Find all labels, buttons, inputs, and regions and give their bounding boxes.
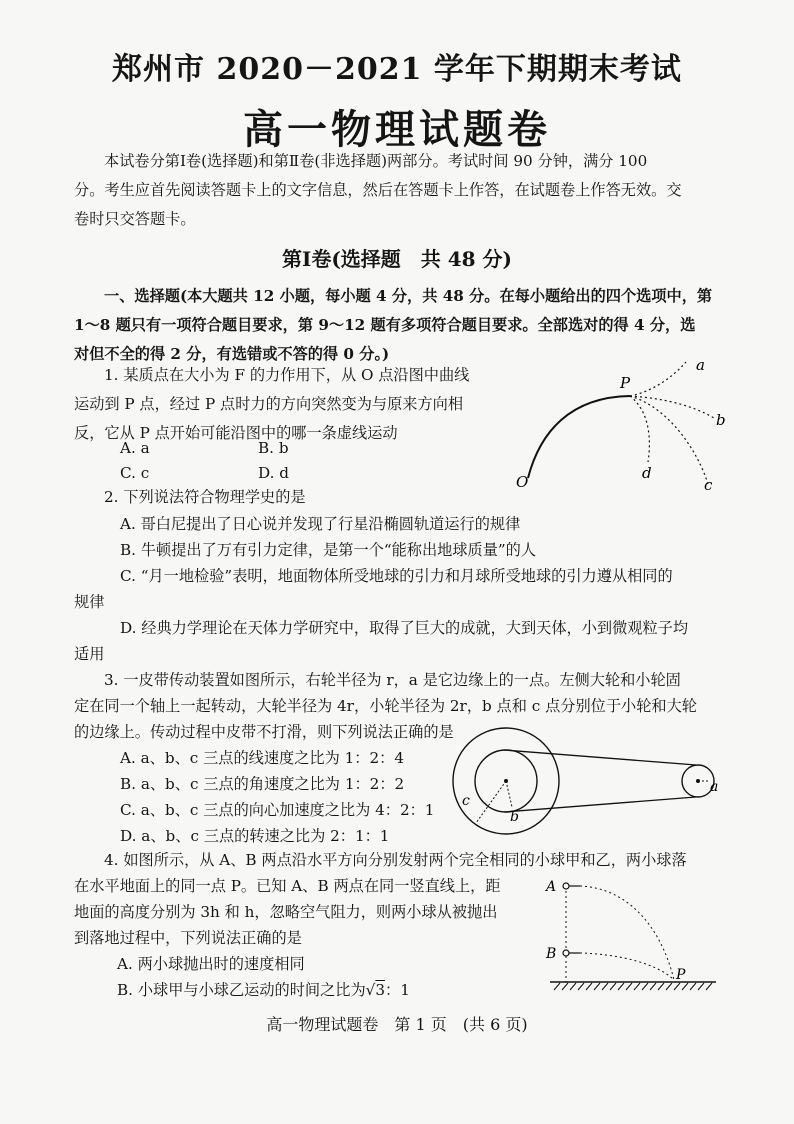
q3-option-b: B. a、b、c 三点的角速度之比为 1：2：2 [120,775,405,793]
intro-line-1: 本试卷分第Ⅰ卷(选择题)和第Ⅱ卷(非选择题)两部分。考试时间 90 分钟，满分 100 [104,152,648,170]
sqrt-symbol: √ [365,981,376,999]
q2-stem: 2. 下列说法符合物理学史的是 [104,488,306,506]
q4-option-b [117,976,410,1005]
q4-option-b-text: B. 小球甲与小球乙运动的时间之比为 [117,981,366,999]
label-c: c [462,793,470,809]
page-footer: 高一物理试题卷 第 1 页 (共 6 页) [266,1015,528,1034]
q2-option-c-line-2: 规律 [74,593,105,611]
q2-option-a: A. 哥白尼提出了日心说并发现了行星沿椭圆轨道运行的规律 [120,515,521,533]
q4-stem-line-4: 到落地过程中，下列说法正确的是 [74,929,302,947]
belt-bottom [504,797,696,812]
q2-option-c-line-1: C. “月一地检验”表明，地面物体所受地球的引力和月球所受地球的引力遵从相同的 [120,567,673,585]
instruction-line-1: 一、选择题(本大题共 12 小题，每小题 4 分，共 48 分。在每小题给出的四个选项中，第 [104,287,713,305]
dashed-path-a [630,362,686,396]
q1-option-b: B. b [258,439,289,457]
label-P: P [676,967,686,983]
q4-option-b-ratio: ：1 [385,981,410,999]
q1-option-d: D. d [258,464,290,482]
label-c: c [704,476,713,494]
label-A: A [546,879,557,895]
q4-stem-line-1: 4. 如图所示，从 A、B 两点沿水平方向分别发射两个完全相同的小球甲和乙，两小球落 [104,851,687,869]
label-B: B [546,946,557,962]
ground-hatching [554,983,712,990]
q1-stem-line-1: 1. 某质点在大小为 F 的力作用下，从 O 点沿图中曲线 [104,366,470,384]
q3-option-a: A. a、b、c 三点的线速度之比为 1：2：4 [120,749,404,767]
exam-title: 郑州市 2020－2021 学年下期期末考试 [112,52,682,87]
radius-b [506,781,512,807]
radius-c [476,781,506,823]
q4-option-a: A. 两小球抛出时的速度相同 [117,955,305,973]
q4-stem-line-2: 在水平地面上的同一点 P。已知 A、B 两点在同一竖直线上，距 [74,877,501,895]
label-a: a [710,779,719,795]
q1-option-c: C. c [120,464,150,482]
intro-line-3: 卷时只交答题卡。 [74,210,196,228]
ball-B [563,950,569,956]
q1-trajectory-figure [500,352,740,502]
instruction-line-3: 对但不全的得 2 分，有选错或不答的得 0 分。) [74,345,390,363]
label-b: b [510,809,519,825]
label-P: P [620,374,631,392]
q1-stem-line-2: 运动到 P 点，经过 P 点时力的方向突然变为与原来方向相 [74,395,464,413]
path-B [580,953,674,980]
q1-stem-line-3: 反，它从 P 点开始可能沿图中的哪一条虚线运动 [74,424,398,442]
q2-option-d-line-1: D. 经典力学理论在天体力学研究中，取得了巨大的成就，大到天体，小到微观粒子均 [120,619,689,637]
instruction-line-2: 1～8 题只有一项符合题目要求，第 9～12 题有多项符合题目要求。全部选对的得 4 分，选 [74,316,696,334]
ball-A [563,883,569,889]
q4-option-b-root: 3 [375,981,385,999]
q3-stem-line-1: 3. 一皮带传动装置如图所示，右轮半径为 r，a 是它边缘上的一点。左侧大轮和小轮固 [104,671,681,689]
dashed-path-b [630,396,714,418]
q4-stem-line-3: 地面的高度分别为 3h 和 h，忽略空气阻力，则两小球从被抛出 [74,903,498,921]
label-a: a [696,356,705,374]
q1-option-a: A. a [120,439,150,457]
path-A [580,886,674,980]
q3-stem-line-2: 定在同一个轴上一起转动，大轮半径为 4r，小轮半径为 2r，b 点和 c 点分别位于小轮和大轮 [74,697,697,715]
label-d: d [642,464,652,482]
q2-option-d-line-2: 适用 [74,645,105,663]
q3-belt-pulley-figure [452,722,732,848]
q3-option-c: C. a、b、c 三点的向心加速度之比为 4：2：1 [120,801,435,819]
q3-stem-line-3: 的边缘上。传动过程中皮带不打滑，则下列说法正确的是 [74,723,454,741]
subject-title: 高一物理试题卷 [243,106,551,153]
label-b: b [716,411,726,429]
intro-line-2: 分。考生应首先阅读答题卡上的文字信息，然后在答题卡上作答，在试题卷上作答无效。交 [74,181,682,199]
dashed-path-d [630,396,649,462]
solid-trajectory-curve [528,396,630,478]
q3-option-d: D. a、b、c 三点的转速之比为 2：1：1 [120,827,390,845]
q4-projectile-figure [540,870,720,1000]
belt-top [504,750,696,765]
q2-option-b: B. 牛顿提出了万有引力定律，是第一个“能称出地球质量”的人 [120,541,537,559]
section-title: 第Ⅰ卷(选择题 共 48 分) [281,247,513,271]
label-O: O [516,473,529,491]
